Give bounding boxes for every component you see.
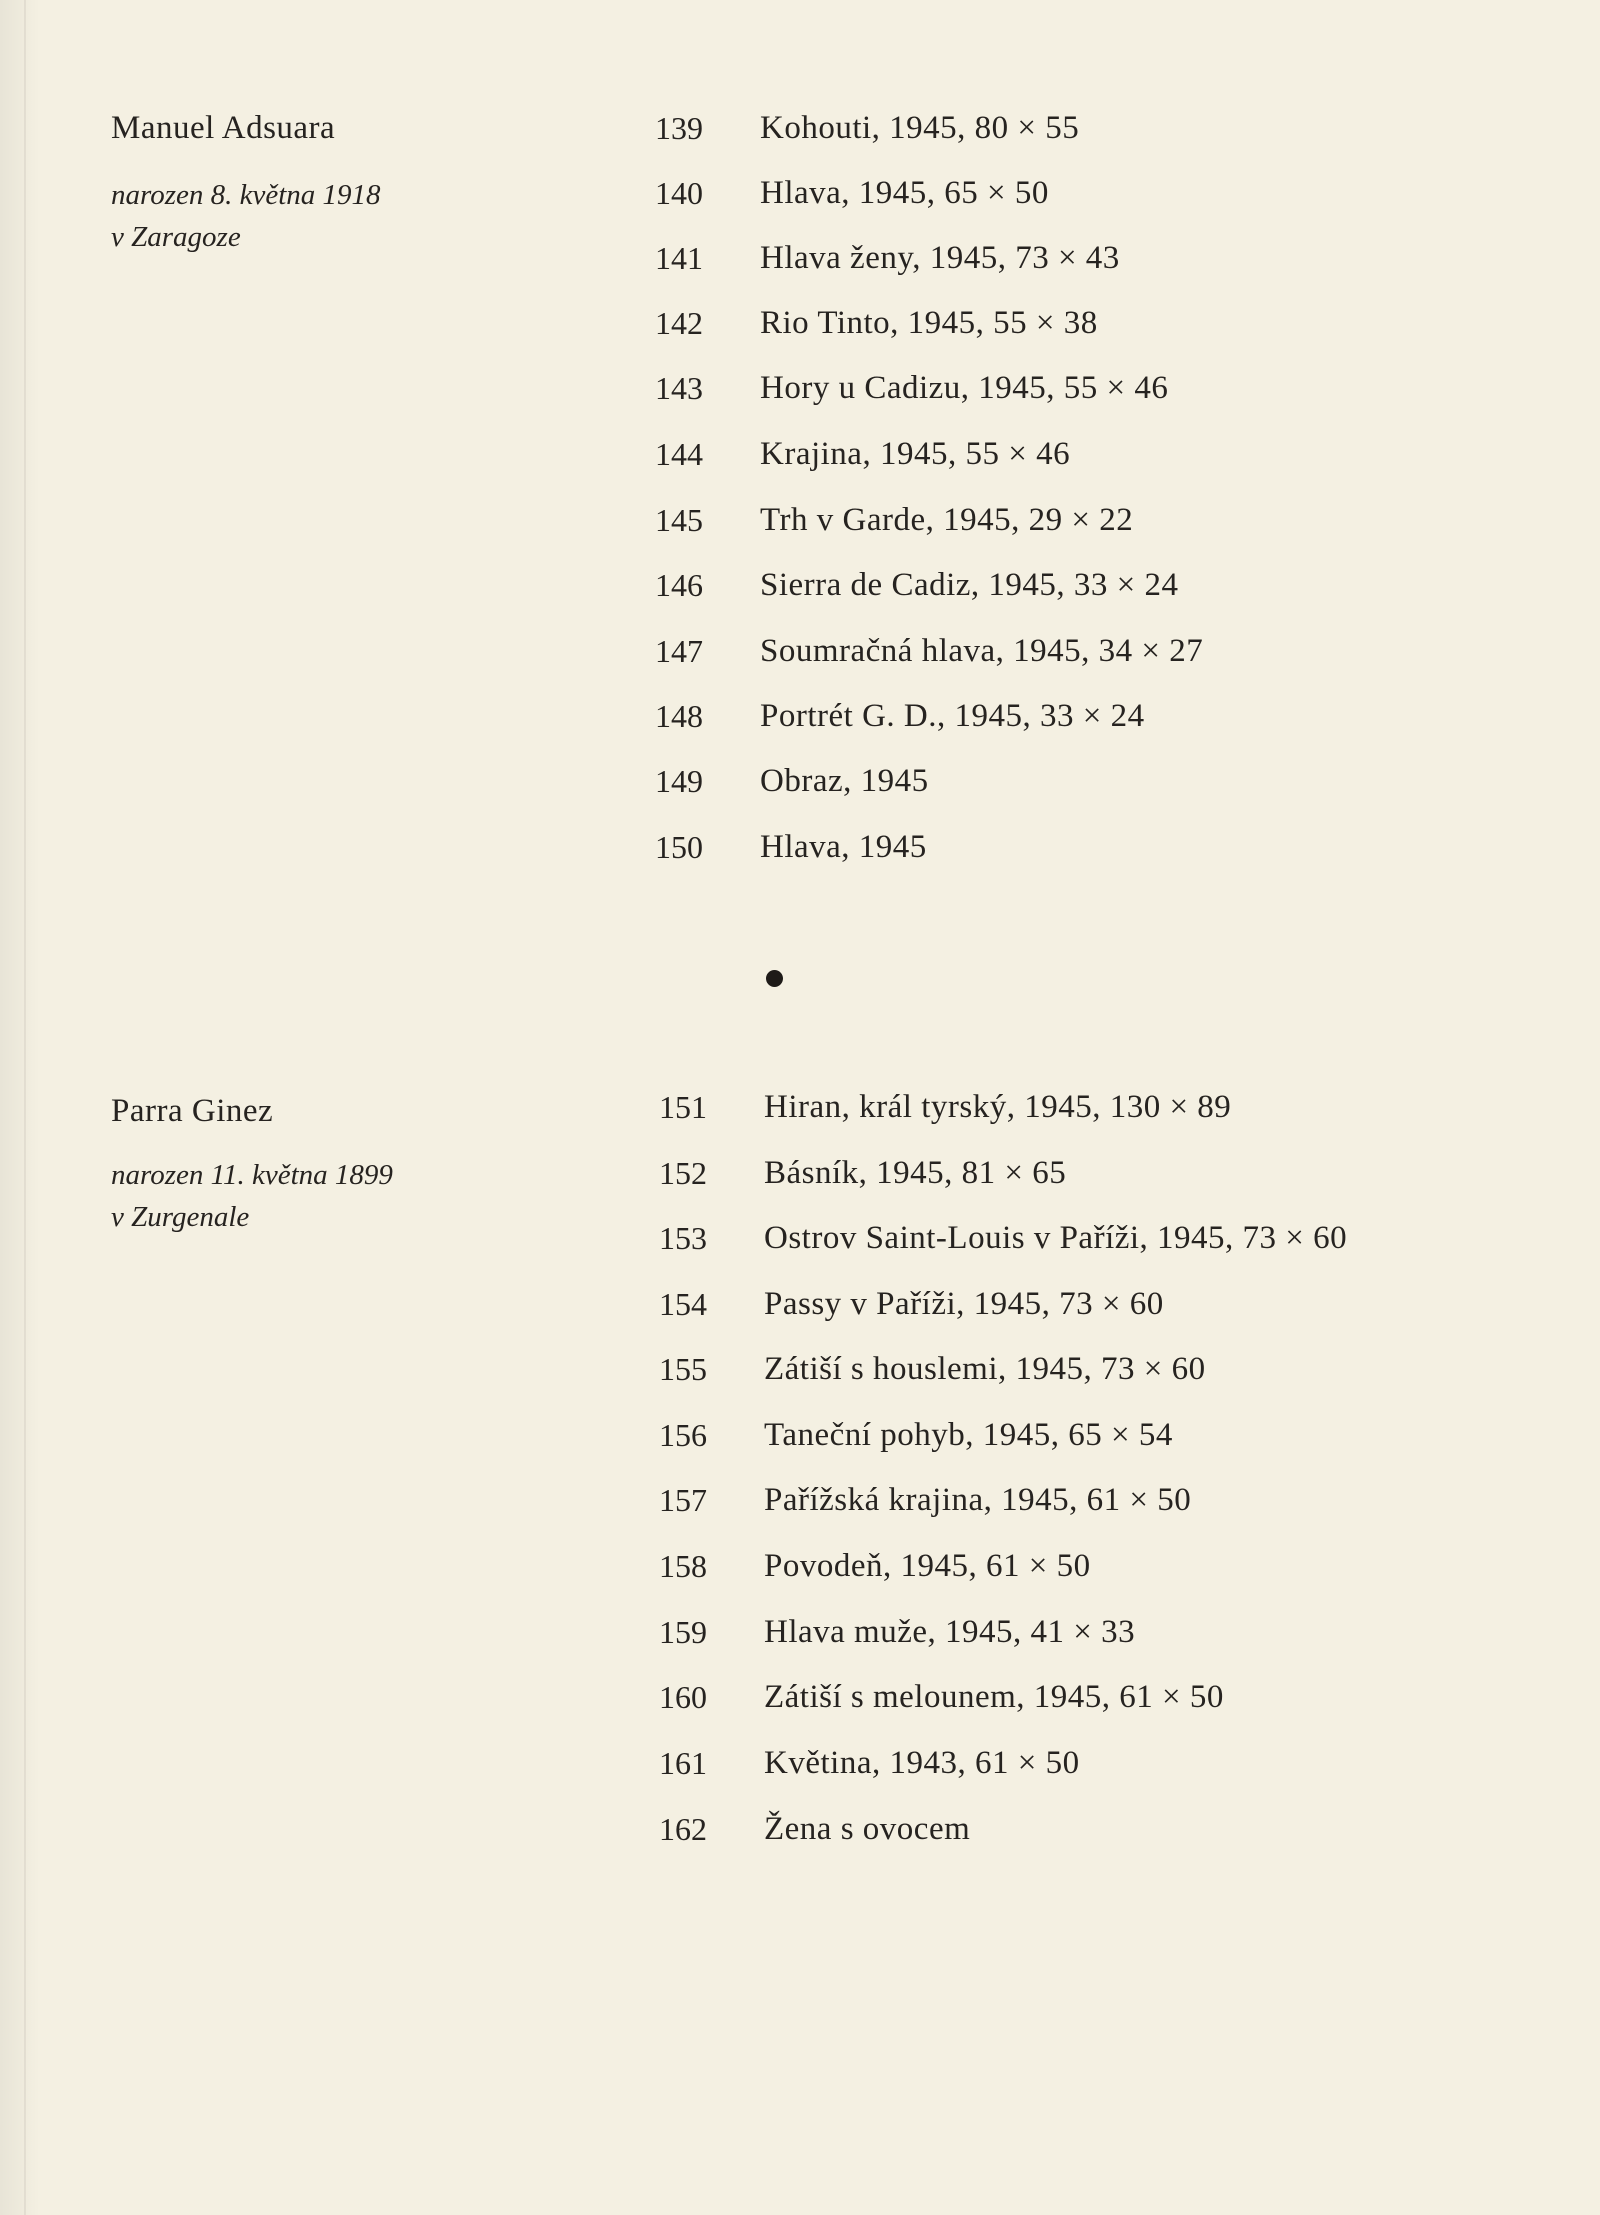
work-row — [0, 763, 1600, 813]
work-row — [0, 1220, 1600, 1270]
work-row — [0, 567, 1600, 617]
work-title: Kohouti, 1945, 80 × 55 — [760, 110, 1080, 146]
work-number: 159 — [659, 1614, 707, 1650]
work-row — [0, 1417, 1600, 1467]
artist-birth-place: v Zurgenale — [111, 1201, 250, 1233]
work-title: Pařížská krajina, 1945, 61 × 50 — [764, 1482, 1192, 1518]
work-row — [0, 1351, 1600, 1401]
work-title: Hlava, 1945 — [760, 829, 927, 865]
work-number: 161 — [659, 1745, 707, 1781]
work-title: Povodeň, 1945, 61 × 50 — [764, 1548, 1091, 1584]
artist-birth-date: narozen 11. května 1899 — [111, 1159, 393, 1191]
work-number: 141 — [655, 240, 703, 276]
work-number: 156 — [659, 1417, 707, 1453]
work-row — [0, 633, 1600, 683]
work-row — [0, 240, 1600, 290]
work-title: Zátiší s melounem, 1945, 61 × 50 — [764, 1679, 1224, 1715]
work-number: 155 — [659, 1351, 707, 1387]
work-row — [0, 1089, 1600, 1139]
work-title: Portrét G. D., 1945, 33 × 24 — [760, 698, 1145, 734]
work-row — [0, 698, 1600, 748]
work-title: Žena s ovocem — [764, 1811, 971, 1847]
work-row — [0, 1679, 1600, 1729]
work-number: 148 — [655, 698, 703, 734]
work-number: 150 — [655, 829, 703, 865]
work-title: Ostrov Saint-Louis v Paříži, 1945, 73 × 60 — [764, 1220, 1348, 1256]
work-number: 152 — [659, 1155, 707, 1191]
work-number: 154 — [659, 1286, 707, 1322]
work-number: 139 — [655, 110, 703, 146]
work-title: Taneční pohyb, 1945, 65 × 54 — [764, 1417, 1173, 1453]
work-number: 160 — [659, 1679, 707, 1715]
work-number: 144 — [655, 436, 703, 472]
work-title: Hlava muže, 1945, 41 × 33 — [764, 1614, 1136, 1650]
work-number: 145 — [655, 502, 703, 538]
work-number: 153 — [659, 1220, 707, 1256]
work-title: Hlava ženy, 1945, 73 × 43 — [760, 240, 1120, 276]
work-number: 149 — [655, 763, 703, 799]
work-row — [0, 1155, 1600, 1205]
work-row — [0, 1548, 1600, 1598]
work-title: Hory u Cadizu, 1945, 55 × 46 — [760, 370, 1169, 406]
work-title: Rio Tinto, 1945, 55 × 38 — [760, 305, 1098, 341]
work-number: 151 — [659, 1089, 707, 1125]
work-row — [0, 175, 1600, 225]
work-number: 162 — [659, 1811, 707, 1847]
work-number: 147 — [655, 633, 703, 669]
work-title: Hiran, král tyrský, 1945, 130 × 89 — [764, 1089, 1232, 1125]
work-row — [0, 110, 1600, 160]
work-row — [0, 370, 1600, 420]
work-title: Krajina, 1945, 55 × 46 — [760, 436, 1071, 472]
work-row — [0, 1745, 1600, 1795]
work-number: 142 — [655, 305, 703, 341]
work-row — [0, 436, 1600, 486]
work-title: Soumračná hlava, 1945, 34 × 27 — [760, 633, 1204, 669]
work-title: Sierra de Cadiz, 1945, 33 × 24 — [760, 567, 1179, 603]
work-row — [0, 1811, 1600, 1861]
work-number: 158 — [659, 1548, 707, 1584]
work-row — [0, 305, 1600, 355]
work-row — [0, 1286, 1600, 1336]
work-title: Hlava, 1945, 65 × 50 — [760, 175, 1049, 211]
work-title: Zátiší s houslemi, 1945, 73 × 60 — [764, 1351, 1206, 1387]
work-number: 143 — [655, 370, 703, 406]
work-number: 146 — [655, 567, 703, 603]
artist-name: Parra Ginez — [111, 1093, 274, 1129]
work-row — [0, 502, 1600, 552]
work-title: Básník, 1945, 81 × 65 — [764, 1155, 1067, 1191]
work-number: 140 — [655, 175, 703, 211]
artist-birth-date: narozen 8. května 1918 — [111, 179, 381, 211]
work-title: Trh v Garde, 1945, 29 × 22 — [760, 502, 1134, 538]
work-title: Obraz, 1945 — [760, 763, 929, 799]
section-separator-bullet — [766, 970, 783, 987]
work-title: Květina, 1943, 61 × 50 — [764, 1745, 1080, 1781]
work-row — [0, 829, 1600, 879]
artist-birth-place: v Zaragoze — [111, 221, 241, 253]
work-number: 157 — [659, 1482, 707, 1518]
artist-name: Manuel Adsuara — [111, 110, 336, 146]
work-row — [0, 1614, 1600, 1664]
work-row — [0, 1482, 1600, 1532]
work-title: Passy v Paříži, 1945, 73 × 60 — [764, 1286, 1164, 1322]
